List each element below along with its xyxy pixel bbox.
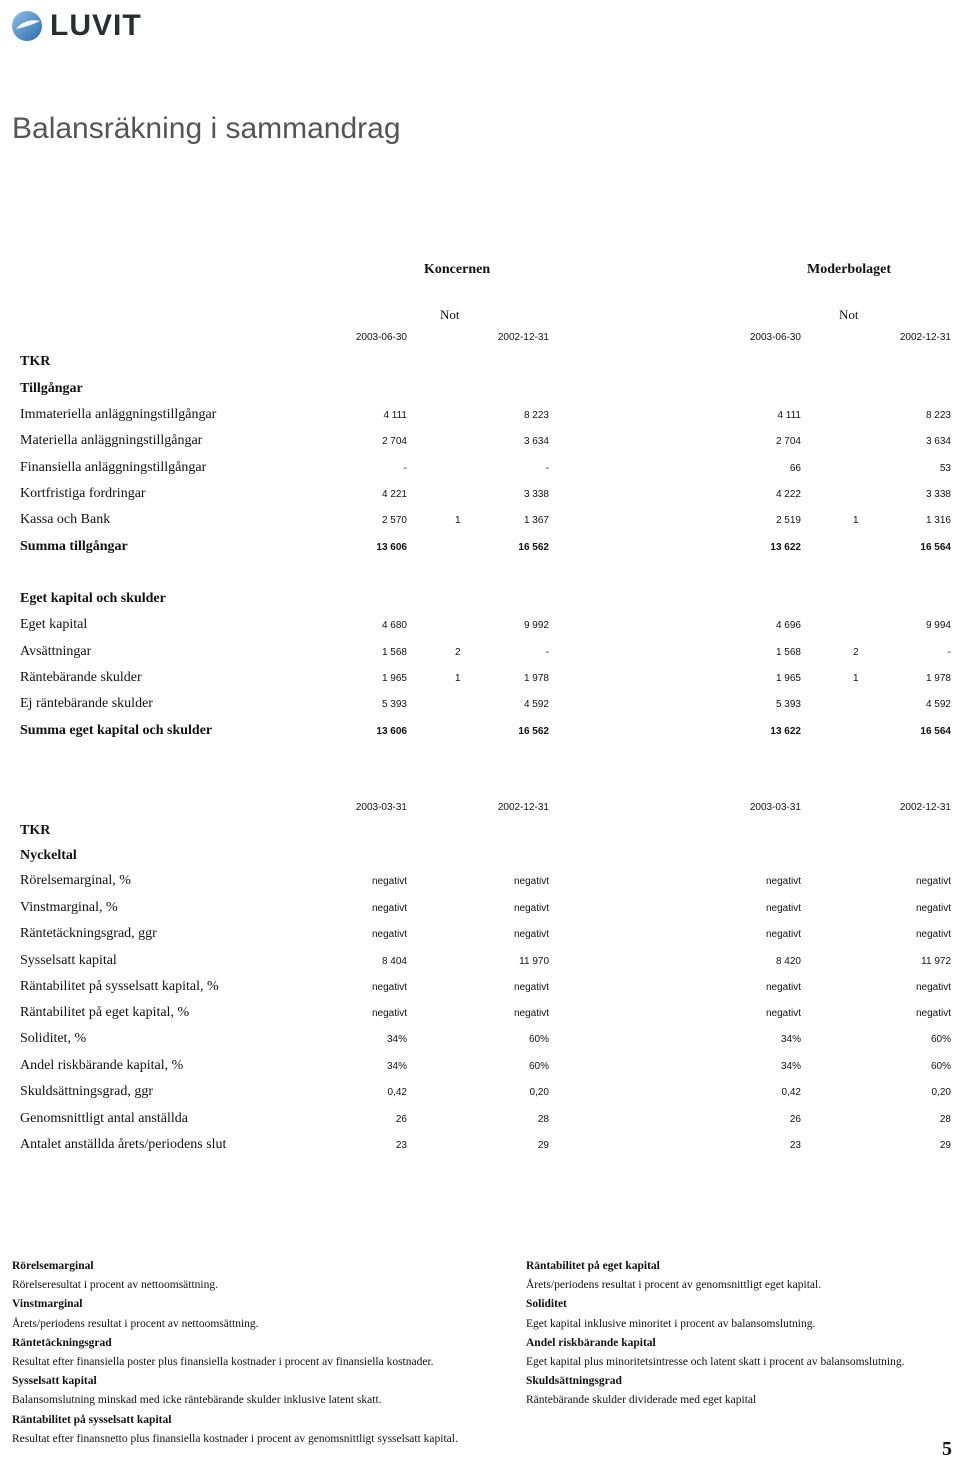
cell-value: 60% bbox=[528, 1061, 549, 1072]
cell-value: negativt bbox=[371, 1008, 407, 1019]
cell-value: 16 562 bbox=[518, 726, 549, 737]
cell-value: 13 622 bbox=[770, 542, 801, 553]
cell-value: negativt bbox=[513, 982, 549, 993]
definition-text: Rörelseresultat i procent av nettoomsättning. bbox=[12, 1279, 218, 1292]
note-ref: 1 bbox=[455, 673, 461, 684]
cell-value: 9 992 bbox=[523, 620, 549, 631]
cell-value: 8 223 bbox=[925, 410, 951, 421]
column-date: 2003-03-31 bbox=[749, 802, 801, 813]
cell-value: - bbox=[545, 463, 549, 474]
cell-value: 34% bbox=[780, 1034, 801, 1045]
cell-value: 4 680 bbox=[381, 620, 407, 631]
cell-value: negativt bbox=[371, 982, 407, 993]
row-label: Rörelsemarginal, % bbox=[20, 873, 131, 888]
cell-value: 8 223 bbox=[523, 410, 549, 421]
definition-term: Andel riskbärande kapital bbox=[526, 1336, 656, 1349]
cell-value: 60% bbox=[930, 1034, 951, 1045]
page-number: 5 bbox=[942, 1438, 952, 1460]
note-ref: 1 bbox=[455, 515, 461, 526]
row-label: Nyckeltal bbox=[20, 848, 77, 863]
definition-text: Resultat efter finansiella poster plus finansiella kostnader i procent av finansiella kostnader. bbox=[12, 1356, 434, 1369]
cell-value: 60% bbox=[528, 1034, 549, 1045]
row-label: Sysselsatt kapital bbox=[20, 953, 117, 968]
row-label: Kortfristiga fordringar bbox=[20, 486, 146, 501]
definition-text: Årets/periodens resultat i procent av genomsnittligt eget kapital. bbox=[526, 1279, 822, 1292]
cell-value: negativt bbox=[513, 903, 549, 914]
row-label: Skuldsättningsgrad, ggr bbox=[20, 1084, 153, 1099]
cell-value: 28 bbox=[537, 1114, 549, 1125]
cell-value: - bbox=[545, 647, 549, 658]
definition-text: Resultat efter finansnetto plus finansiella kostnader i procent av genomsnittligt sysselsatt kapital. bbox=[12, 1432, 458, 1445]
cell-value: 3 338 bbox=[523, 489, 549, 500]
cell-value: 26 bbox=[395, 1114, 407, 1125]
cell-value: 16 562 bbox=[518, 542, 549, 553]
cell-value: negativt bbox=[915, 903, 951, 914]
cell-value: 16 564 bbox=[920, 726, 951, 737]
definition-term: Rörelsemarginal bbox=[12, 1260, 94, 1272]
definition-term: Räntetäckningsgrad bbox=[12, 1336, 112, 1349]
column-date: 2002-12-31 bbox=[899, 802, 951, 813]
group-header-koncernen: Koncernen bbox=[424, 262, 491, 277]
page-title: Balansräkning i sammandrag bbox=[12, 112, 401, 145]
cell-value: 26 bbox=[789, 1114, 801, 1125]
cell-value: negativt bbox=[765, 903, 801, 914]
definition-term: Sysselsatt kapital bbox=[12, 1375, 97, 1388]
row-label: Räntetäckningsgrad, ggr bbox=[20, 926, 157, 941]
cell-value: 8 420 bbox=[775, 956, 801, 967]
cell-value: negativt bbox=[513, 876, 549, 887]
cell-value: 1 965 bbox=[775, 673, 801, 684]
note-ref: 2 bbox=[455, 647, 461, 658]
cell-value: negativt bbox=[513, 929, 549, 940]
cell-value: 2 519 bbox=[775, 515, 801, 526]
row-label: Immateriella anläggningstillgångar bbox=[20, 407, 217, 422]
note-ref: 1 bbox=[853, 673, 859, 684]
cell-value: 23 bbox=[789, 1140, 801, 1151]
cell-value: 60% bbox=[930, 1061, 951, 1072]
cell-value: 4 221 bbox=[381, 489, 407, 500]
definition-term: Vinstmarginal bbox=[12, 1298, 83, 1311]
cell-value: 29 bbox=[939, 1140, 951, 1151]
group-header-moderbolaget: Moderbolaget bbox=[807, 262, 891, 277]
row-label: Tillgångar bbox=[20, 381, 83, 396]
row-label: Finansiella anläggningstillgångar bbox=[20, 460, 207, 475]
note-ref: 1 bbox=[853, 515, 859, 526]
cell-value: negativt bbox=[371, 903, 407, 914]
definition-text: Balansomslutning minskad med icke räntebärande skulder inklusive latent skatt. bbox=[12, 1394, 382, 1407]
note-header-right: Not bbox=[839, 307, 859, 322]
cell-value: 16 564 bbox=[920, 542, 951, 553]
cell-value: 1 568 bbox=[775, 647, 801, 658]
row-label: Eget kapital bbox=[20, 617, 88, 632]
cell-value: 4 111 bbox=[383, 410, 407, 421]
cell-value: negativt bbox=[915, 982, 951, 993]
cell-value: 5 393 bbox=[775, 699, 801, 710]
column-date: 2002-12-31 bbox=[497, 332, 549, 343]
cell-value: 3 634 bbox=[523, 436, 549, 447]
note-ref: 2 bbox=[853, 647, 859, 658]
cell-value: 13 606 bbox=[376, 542, 407, 553]
cell-value: 34% bbox=[386, 1061, 407, 1072]
cell-value: 0,42 bbox=[387, 1087, 407, 1098]
cell-value: 11 970 bbox=[519, 956, 549, 967]
cell-value: 66 bbox=[789, 463, 801, 474]
row-label: TKR bbox=[20, 354, 51, 369]
cell-value: negativt bbox=[915, 929, 951, 940]
row-label: Räntebärande skulder bbox=[20, 670, 142, 685]
cell-value: 23 bbox=[395, 1140, 407, 1151]
cell-value: 13 606 bbox=[376, 726, 407, 737]
cell-value: 2 704 bbox=[381, 436, 407, 447]
cell-value: - bbox=[403, 463, 407, 474]
definition-term: Räntabilitet på eget kapital bbox=[526, 1260, 660, 1272]
cell-value: negativt bbox=[765, 1008, 801, 1019]
cell-value: 0,42 bbox=[781, 1087, 801, 1098]
row-label: Summa eget kapital och skulder bbox=[20, 723, 213, 738]
brand-logo bbox=[10, 8, 142, 44]
cell-value: 1 316 bbox=[925, 515, 951, 526]
column-date: 2003-06-30 bbox=[749, 332, 801, 343]
definition-term: Skuldsättningsgrad bbox=[526, 1375, 622, 1388]
cell-value: 5 393 bbox=[381, 699, 407, 710]
cell-value: 4 222 bbox=[775, 489, 801, 500]
column-date: 2002-12-31 bbox=[899, 332, 951, 343]
cell-value: negativt bbox=[765, 929, 801, 940]
row-label: Summa tillgångar bbox=[20, 539, 128, 554]
cell-value: 8 404 bbox=[381, 956, 407, 967]
row-label: Soliditet, % bbox=[20, 1031, 87, 1046]
cell-value: 1 965 bbox=[381, 673, 407, 684]
cell-value: negativt bbox=[915, 876, 951, 887]
cell-value: 13 622 bbox=[770, 726, 801, 737]
row-label: Eget kapital och skulder bbox=[20, 591, 166, 606]
cell-value: negativt bbox=[371, 876, 407, 887]
cell-value: 11 972 bbox=[921, 956, 951, 967]
definitions-left bbox=[12, 1257, 458, 1449]
cell-value: 1 978 bbox=[523, 673, 549, 684]
cell-value: 28 bbox=[939, 1114, 951, 1125]
row-label: Materiella anläggningstillgångar bbox=[20, 433, 203, 448]
row-label: Avsättningar bbox=[20, 644, 92, 659]
cell-value: 9 994 bbox=[925, 620, 951, 631]
column-date: 2002-12-31 bbox=[497, 802, 549, 813]
row-label: Genomsnittligt antal anställda bbox=[20, 1111, 188, 1126]
cell-value: 1 367 bbox=[523, 515, 549, 526]
cell-value: 4 592 bbox=[523, 699, 549, 710]
cell-value: 1 978 bbox=[925, 673, 951, 684]
cell-value: 0,20 bbox=[931, 1087, 951, 1098]
cell-value: negativt bbox=[513, 1008, 549, 1019]
cell-value: 4 592 bbox=[925, 699, 951, 710]
cell-value: negativt bbox=[765, 982, 801, 993]
row-label: Räntabilitet på eget kapital, % bbox=[20, 1005, 190, 1020]
column-date: 2003-03-31 bbox=[355, 802, 407, 813]
cell-value: 34% bbox=[386, 1034, 407, 1045]
luvit-logo-icon bbox=[10, 9, 44, 43]
definition-text: Räntebärande skulder dividerade med eget kapital bbox=[526, 1394, 757, 1407]
cell-value: 0,20 bbox=[529, 1087, 549, 1098]
row-label: Vinstmarginal, % bbox=[20, 900, 118, 915]
row-label: Andel riskbärande kapital, % bbox=[20, 1058, 184, 1073]
cell-value: 34% bbox=[780, 1061, 801, 1072]
brand-name: LUVIT bbox=[50, 9, 142, 42]
definition-text: Eget kapital inklusive minoritet i procent av balansomslutning. bbox=[526, 1317, 816, 1330]
row-label: TKR bbox=[20, 823, 51, 838]
cell-value: 29 bbox=[537, 1140, 549, 1151]
cell-value: 3 338 bbox=[925, 489, 951, 500]
definitions-right bbox=[526, 1257, 904, 1411]
definition-text: Eget kapital plus minoritetsintresse och latent skatt i procent av balansomslutning. bbox=[526, 1356, 905, 1369]
row-label: Kassa och Bank bbox=[20, 512, 111, 527]
cell-value: 3 634 bbox=[925, 436, 951, 447]
note-header-left: Not bbox=[440, 307, 460, 322]
cell-value: - bbox=[947, 647, 951, 658]
cell-value: negativt bbox=[915, 1008, 951, 1019]
cell-value: 2 704 bbox=[775, 436, 801, 447]
cell-value: negativt bbox=[765, 876, 801, 887]
definition-term: Soliditet bbox=[526, 1298, 567, 1311]
row-label: Ej räntebärande skulder bbox=[20, 696, 153, 711]
definition-term: Räntabilitet på sysselsatt kapital bbox=[12, 1413, 172, 1426]
cell-value: 53 bbox=[939, 463, 951, 474]
cell-value: negativt bbox=[371, 929, 407, 940]
row-label: Räntabilitet på sysselsatt kapital, % bbox=[20, 979, 219, 994]
cell-value: 2 570 bbox=[381, 515, 407, 526]
cell-value: 4 696 bbox=[775, 620, 801, 631]
column-date: 2003-06-30 bbox=[355, 332, 407, 343]
cell-value: 4 111 bbox=[777, 410, 801, 421]
cell-value: 1 568 bbox=[381, 647, 407, 658]
definition-text: Årets/periodens resultat i procent av nettoomsättning. bbox=[12, 1317, 259, 1330]
row-label: Antalet anställda årets/periodens slut bbox=[20, 1137, 227, 1152]
